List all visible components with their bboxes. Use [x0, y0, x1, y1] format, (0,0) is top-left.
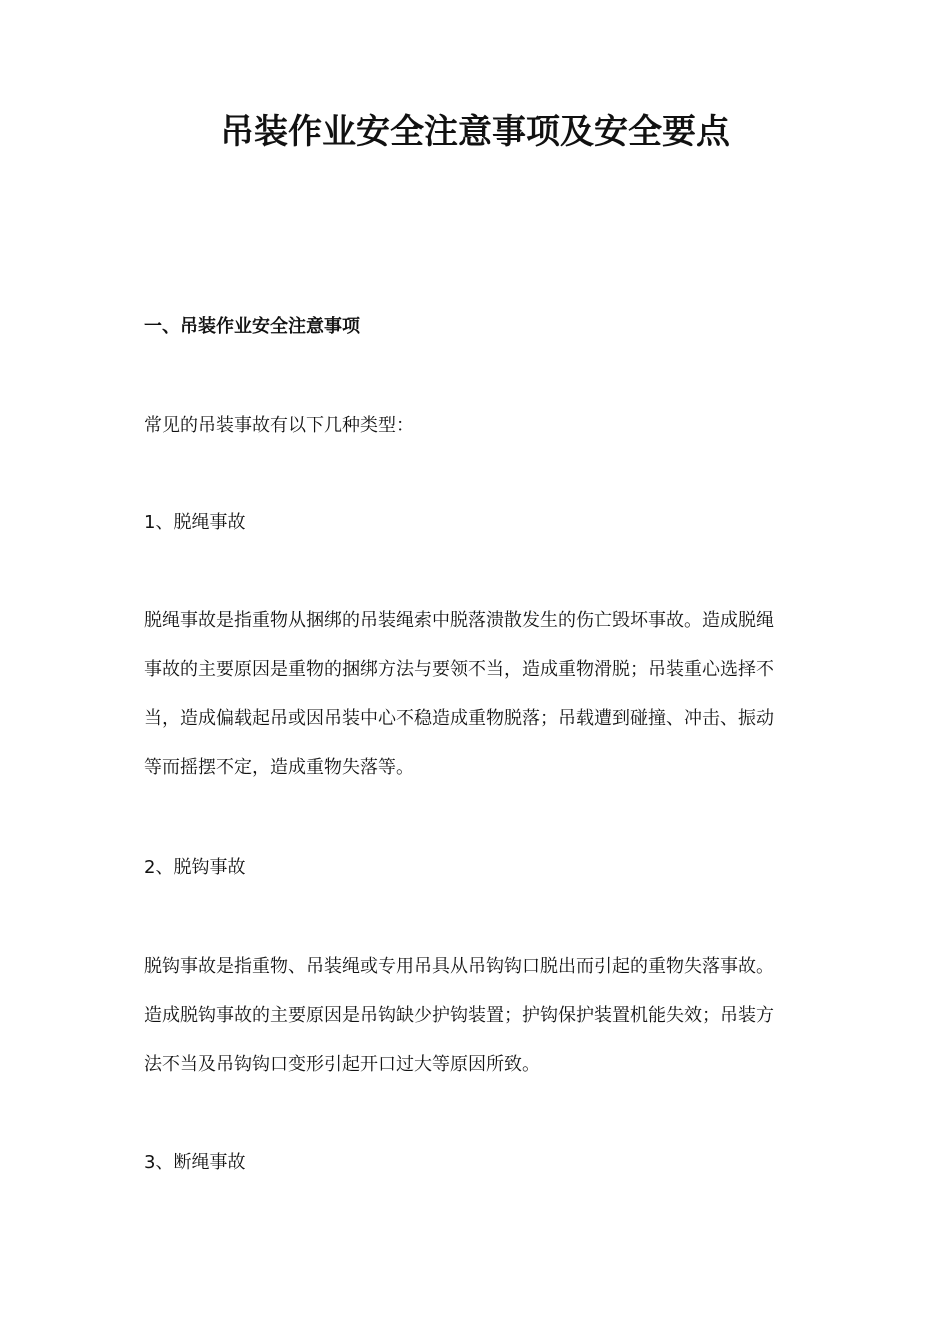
document-title: 吊装作业安全注意事项及安全要点	[220, 112, 730, 152]
item-body-2	[144, 942, 808, 1089]
item-body-2-line: 脱钩事故是指重物、吊装绳或专用吊具从吊钩钩口脱出而引起的重物失落事故。	[144, 956, 774, 977]
item-body-2-line: 法不当及吊钩钩口变形引起开口过大等原因所致。	[144, 1054, 540, 1075]
intro-paragraph: 常见的吊装事故有以下几种类型：	[144, 415, 414, 436]
item-heading-3: 3、断绳事故	[144, 1152, 246, 1173]
section-heading: 一、吊装作业安全注意事项	[144, 316, 360, 337]
item-body-1	[144, 596, 808, 792]
item-body-1-line: 脱绳事故是指重物从捆绑的吊装绳索中脱落溃散发生的伤亡毁坏事故。造成脱绳	[144, 610, 774, 631]
item-body-2-line: 造成脱钩事故的主要原因是吊钩缺少护钩装置；护钩保护装置机能失效；吊装方	[144, 1005, 774, 1026]
item-body-1-line: 等而摇摆不定，造成重物失落等。	[144, 757, 414, 778]
item-heading-1: 1、脱绳事故	[144, 512, 246, 533]
item-body-1-line: 当，造成偏载起吊或因吊装中心不稳造成重物脱落；吊载遭到碰撞、冲击、振动	[144, 708, 774, 729]
item-heading-2: 2、脱钩事故	[144, 857, 246, 878]
item-body-1-line: 事故的主要原因是重物的捆绑方法与要领不当，造成重物滑脱；吊装重心选择不	[144, 659, 774, 680]
